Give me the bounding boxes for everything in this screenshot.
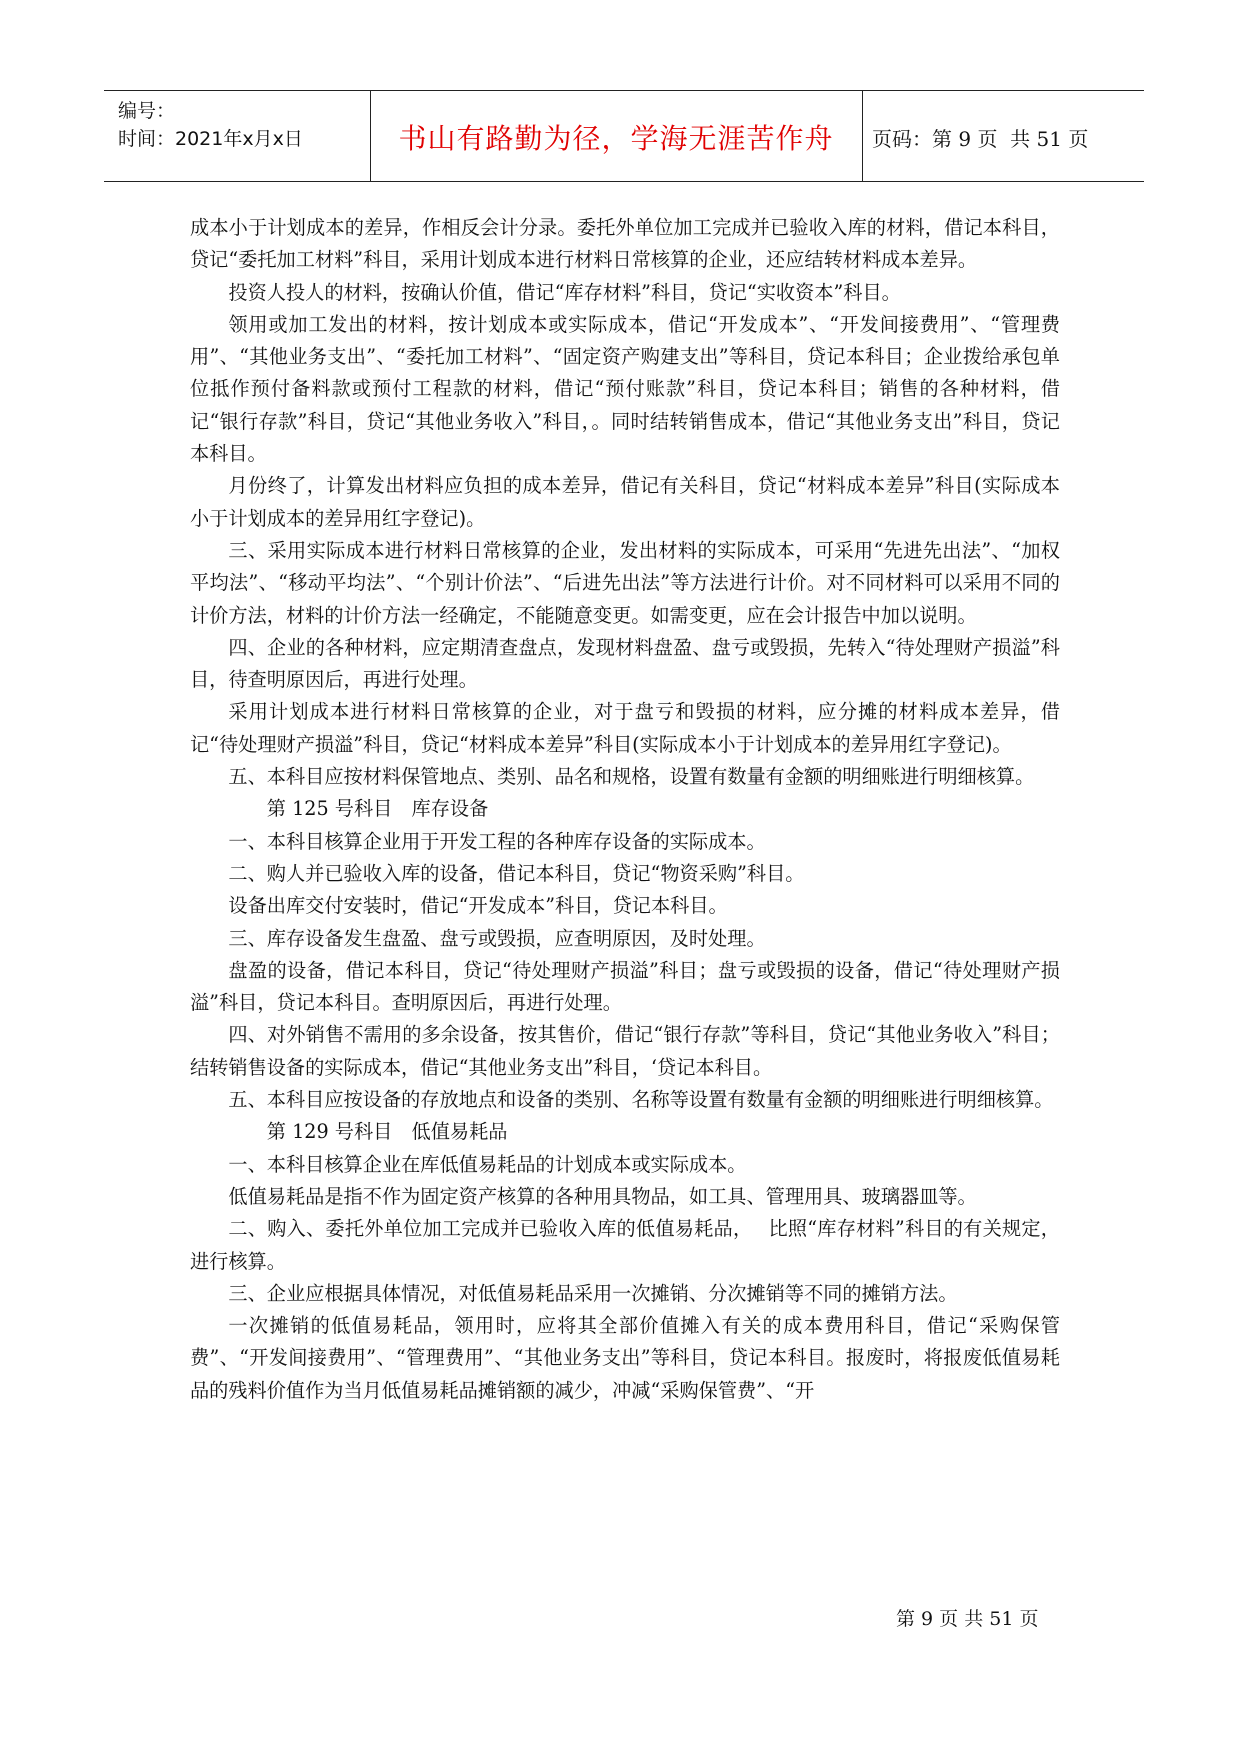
section-heading: 第 129 号科目 低值易耗品 [266,1120,508,1144]
paragraph: 一次摊销的低值易耗品，领用时，应将其全部价值摊入有关的成本费用科目，借记“采购保管费”、“开发间接费用”、“管理费用”、“其他业务支出”等科目，贷记本科目。报废时，将报废低值易耗品的残料价值作为当月低值易耗品摊销额的减少，冲减“采购保管费”、“开 [190,1314,1060,1402]
paragraph: 盘盈的设备，借记本科目，贷记“待处理财产损溢”科目；盘亏或毁损的设备，借记“待处理财产损溢”科目，贷记本科目。查明原因后，再进行处理。 [190,958,1060,1015]
page-header [104,90,1144,182]
paragraph: 三、采用实际成本进行材料日常核算的企业，发出材料的实际成本，可采用“先进先出法”、“加权平均法”、“移动平均法”、“个别计价法”、“后进先出法”等方法进行计价。对不同材料可以采用不同的计价方法，材料的计价方法一经确定，不能随意变更。如需变更，应在会计报告中加以说明。 [190,538,1060,627]
paragraph: 一、本科目核算企业用于开发工程的各种库存设备的实际成本。 [228,829,766,853]
paragraph: 月份终了，计算发出材料应负担的成本差异，借记有关科目，贷记“材料成本差异”科目(实际成本小于计划成本的差异用红字登记)。 [190,474,1060,530]
paragraph: 四、对外销售不需用的多余设备，按其售价，借记“银行存款”等科目，贷记“其他业务收入”科目；结转销售设备的实际成本，借记“其他业务支出”科目，‘贷记本科目。 [190,1023,1060,1079]
paragraph: 二、购入、委托外单位加工完成并已验收入库的低值易耗品， 比照“库存材料”科目的有关规定，进行核算。 [190,1217,1060,1273]
section-heading: 第 125 号科目 库存设备 [266,797,489,821]
header-divider [862,91,863,181]
header-meta [118,97,303,153]
paragraph: 设备出库交付安装时，借记“开发成本”科目，贷记本科目。 [228,894,728,918]
paragraph: 领用或加工发出的材料，按计划成本或实际成本，借记“开发成本”、“开发间接费用”、“管理费用”、“其他业务支出”、“委托加工材料”、“固定资产购建支出”等科目，贷记本科目；企业拨给承包单位抵作预付备料款或预付工程款的材料，借记“预付账款”科目，贷记本科目；销售的各种材料，借记“银行存款”科目，贷记“其他业务收入”科目，。同时结转销售成本，借记“其他业务支出”科目，贷记本科目。 [190,312,1060,466]
page-footer: 第 9 页 共 51 页 [896,1608,1039,1630]
document-body [190,212,1060,1407]
time-label: 时间：2021年x月x日 [118,128,303,150]
serial-number-label: 编号： [118,100,176,122]
paragraph: 二、购人并已验收入库的设备，借记本科目，贷记“物资采购”科目。 [228,861,805,885]
paragraph: 成本小于计划成本的差异，作相反会计分录。委托外单位加工完成并已验收入库的材料，借记本科目，贷记“委托加工材料”科目，采用计划成本进行材料日常核算的企业，还应结转材料成本差异。 [190,216,1060,272]
paragraph: 一、本科目核算企业在库低值易耗品的计划成本或实际成本。 [228,1152,747,1176]
paragraph: 三、企业应根据具体情况，对低值易耗品采用一次摊销、分次摊销等不同的摊销方法。 [228,1281,958,1305]
header-page-info [872,91,1088,183]
paragraph: 四、企业的各种材料，应定期清查盘点，发现材料盘盈、盘亏或毁损，先转入“待处理财产损溢”科目，待查明原因后，再进行处理。 [190,635,1060,692]
paragraph: 五、本科目应按材料保管地点、类别、品名和规格，设置有数量有金额的明细账进行明细核算。 [228,765,1035,789]
paragraph: 投资人投人的材料，按确认价值，借记“库存材料”科目，贷记“实收资本”科目。 [228,280,901,304]
page-info-text: 页码：第 9 页 共 51 页 [872,126,1089,151]
paragraph: 五、本科目应按设备的存放地点和设备的类别、名称等设置有数量有金额的明细账进行明细核算。 [228,1088,1054,1112]
paragraph: 低值易耗品是指不作为固定资产核算的各种用具物品，如工具、管理用具、玻璃器皿等。 [228,1184,977,1208]
header-motto: 书山有路勤为径，学海无涯苦作舟 [398,122,834,155]
paragraph: 采用计划成本进行材料日常核算的企业，对于盘亏和毁损的材料，应分摊的材料成本差异，借记“待处理财产损溢”科目，贷记“材料成本差异”科目(实际成本小于计划成本的差异用红字登记)。 [190,700,1060,756]
paragraph: 三、库存设备发生盘盈、盘亏或毁损，应查明原因，及时处理。 [228,926,766,950]
